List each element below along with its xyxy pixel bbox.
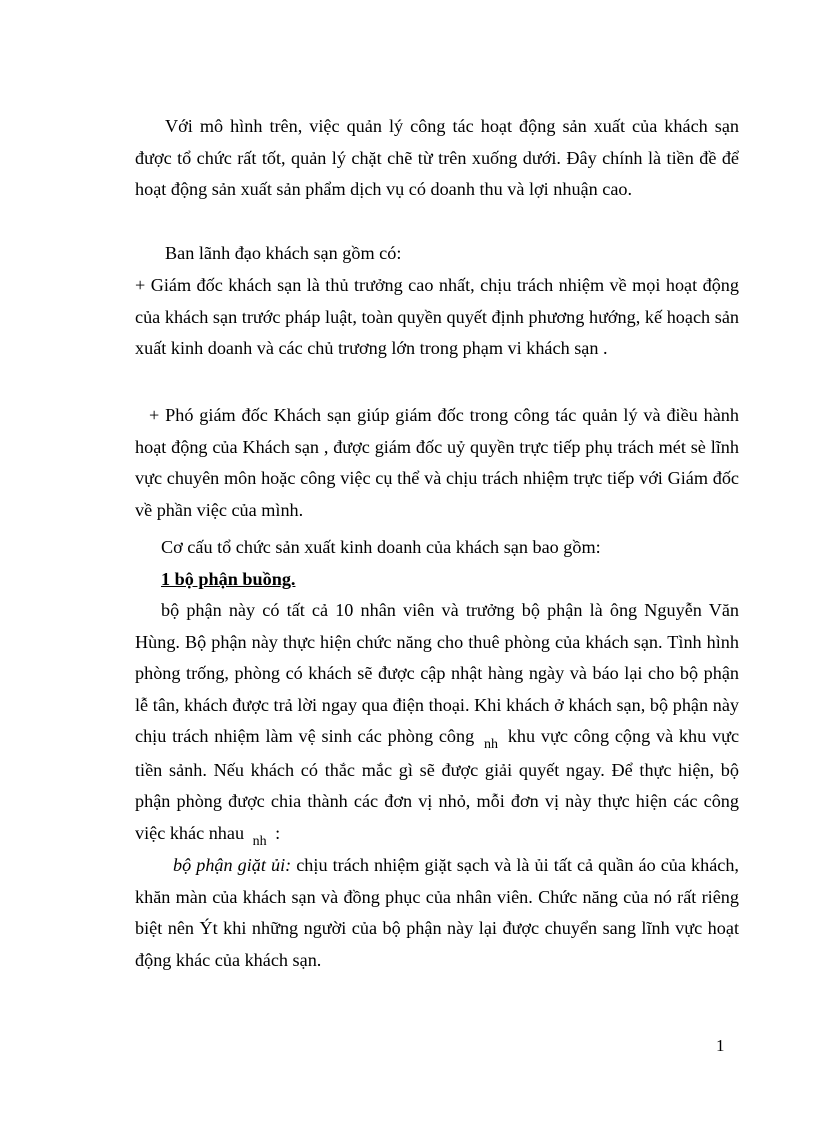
housekeeping-text-part3: : <box>275 822 281 843</box>
section-heading-housekeeping: 1 bộ phận buồng. <box>161 569 296 589</box>
paragraph-director-duties: + Giám đốc khách sạn là thủ trưởng cao nhất, chịu trách nhiệm về mọi hoạt động của khách sạn trước pháp luật, toàn quyền quyết định phương hướng, kế hoạch sản xuất kinh doanh và các chủ trương lớn trong phạm vi khách sạn . <box>135 275 739 358</box>
paragraph-deputy-director-duties: + Phó giám đốc Khách sạn giúp giám đốc trong công tác quản lý và điều hành hoạt động của Khách sạn , được giám đốc uỷ quyền trực tiếp phụ trách mét sè lĩnh vực chuyên môn hoặc công việc cụ thể và chịu trách nhiệm trực tiếp với Giám đốc về phần việc của mình. <box>135 405 739 520</box>
paragraph-leadership-intro: Ban lãnh đạo khách sạn gồm có: <box>165 243 402 263</box>
paragraph-structure-intro: Cơ cấu tổ chức sản xuất kinh doanh của khách sạn bao gồm: <box>161 537 601 557</box>
laundry-text: chịu trách nhiệm giặt sạch và là ủi tất cả quần áo của khách, khăn màn của khách sạn và đồng phục của nhân viên. Chức năng của nó rất riêng biệt nên Ýt khi những người của bộ phận này lại được chuyển sang lĩnh vực hoạt động khác của khách sạn. <box>135 855 739 970</box>
housekeeping-subscript-note: nh <box>484 737 499 752</box>
housekeeping-text-part2: khu vực công cộng và khu vực tiền sảnh. Nếu khách có thắc mắc gì sẽ được giải quyết ngay. Để thực hiện, bộ phận phòng được chia thành các đơn vị nhỏ, mỗi đơn vị này thực hiện các công việc khác nhau <box>135 726 740 843</box>
housekeeping-subscript-note-2: nh <box>252 833 267 849</box>
laundry-label: bộ phận giặt ủi: <box>173 855 292 875</box>
paragraph-laundry-description <box>135 850 739 976</box>
paragraph-housekeeping-description <box>135 595 739 851</box>
page-number: 1 <box>716 1036 725 1055</box>
housekeeping-text-part1: bộ phận này có tất cả 10 nhân viên và trưởng bộ phận là ông Nguyễn Văn Hùng. Bộ phận này thực hiện chức năng cho thuê phòng của khách sạn. Tình hình phòng trống, phòng có khách sẽ được cập nhật hàng ngày và báo lại cho bộ phận lễ tân, khách được trả lời ngay qua điện thoại. Khi khách ở khách sạn, bộ phận này chịu trách nhiệm làm vệ sinh các phòng công <box>135 600 739 746</box>
paragraph-model-overview: Với mô hình trên, việc quản lý công tác hoạt động sản xuất của khách sạn được tổ chức rất tốt, quản lý chặt chẽ từ trên xuống dưới. Đây chính là tiền đề để hoạt động sản xuất sản phẩm dịch vụ có doanh thu và lợi nhuận cao. <box>135 116 739 199</box>
